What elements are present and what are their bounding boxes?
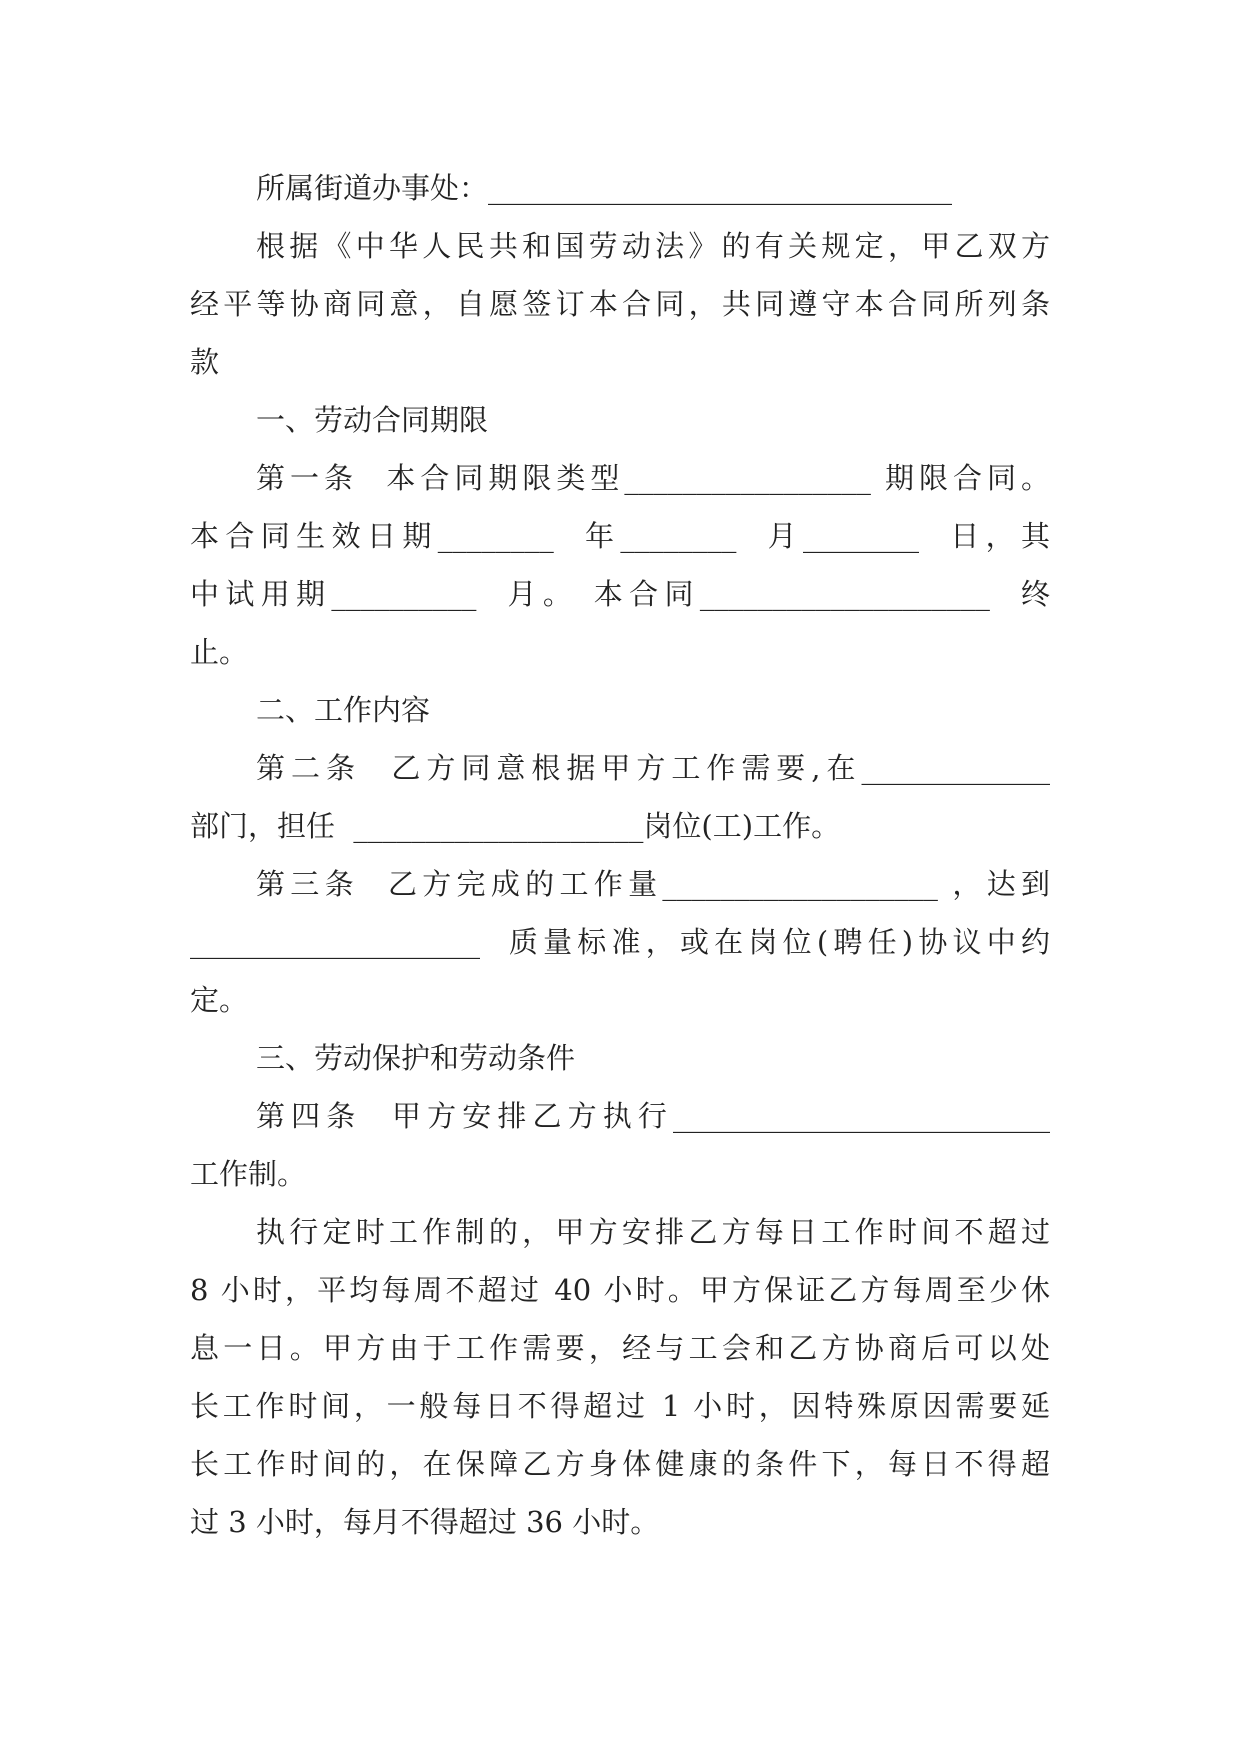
- working-hours-line-4: 长工作时间，一般每日不得超过 1 小时，因特殊原因需要延: [190, 1389, 1050, 1423]
- article-1-line-2: 本合同生效日期________ 年________ 月________ 日，其: [190, 519, 1050, 553]
- article-1-line-1: 第一条 本合同期限类型_________________ 期限合同。: [256, 461, 1050, 495]
- article-4-line-2: 工作制。: [190, 1157, 307, 1191]
- article-2-line-2: 部门，担任 ____________________岗位(工)工作。: [190, 809, 841, 843]
- article-3-line-3: 定。: [190, 983, 249, 1017]
- subdistrict-office-line: 所属街道办事处：________________________________: [256, 171, 953, 205]
- working-hours-line-6: 过 3 小时，每月不得超过 36 小时。: [190, 1505, 660, 1539]
- preamble-line-3: 款: [190, 345, 220, 379]
- working-hours-line-3: 息一日。甲方由于工作需要，经与工会和乙方协商后可以处: [190, 1331, 1050, 1365]
- article-1-line-3: 中试用期__________ 月。 本合同____________________ 终: [190, 577, 1050, 611]
- section-heading-1: 一、劳动合同期限: [256, 403, 489, 437]
- preamble-line-2: 经平等协商同意，自愿签订本合同，共同遵守本合同所列条: [190, 287, 1050, 321]
- section-heading-2: 二、工作内容: [256, 693, 431, 727]
- article-3-line-2: ____________________ 质量标准，或在岗位(聘任)协议中约: [190, 925, 1050, 959]
- working-hours-line-5: 长工作时间的，在保障乙方身体健康的条件下，每日不得超: [190, 1447, 1050, 1481]
- section-heading-3: 三、劳动保护和劳动条件: [256, 1041, 576, 1075]
- article-4-line-1: 第四条 甲方安排乙方执行__________________________: [256, 1099, 1050, 1133]
- preamble-line-1: 根据《中华人民共和国劳动法》的有关规定，甲乙双方: [256, 229, 1050, 263]
- article-1-line-4: 止。: [190, 635, 249, 669]
- article-2-line-1: 第二条 乙方同意根据甲方工作需要,在_____________: [256, 751, 1050, 785]
- article-3-line-1: 第三条 乙方完成的工作量___________________ ，达到: [256, 867, 1050, 901]
- working-hours-line-2: 8 小时，平均每周不超过 40 小时。甲方保证乙方每周至少休: [190, 1273, 1050, 1307]
- working-hours-line-1: 执行定时工作制的，甲方安排乙方每日工作时间不超过: [256, 1215, 1050, 1249]
